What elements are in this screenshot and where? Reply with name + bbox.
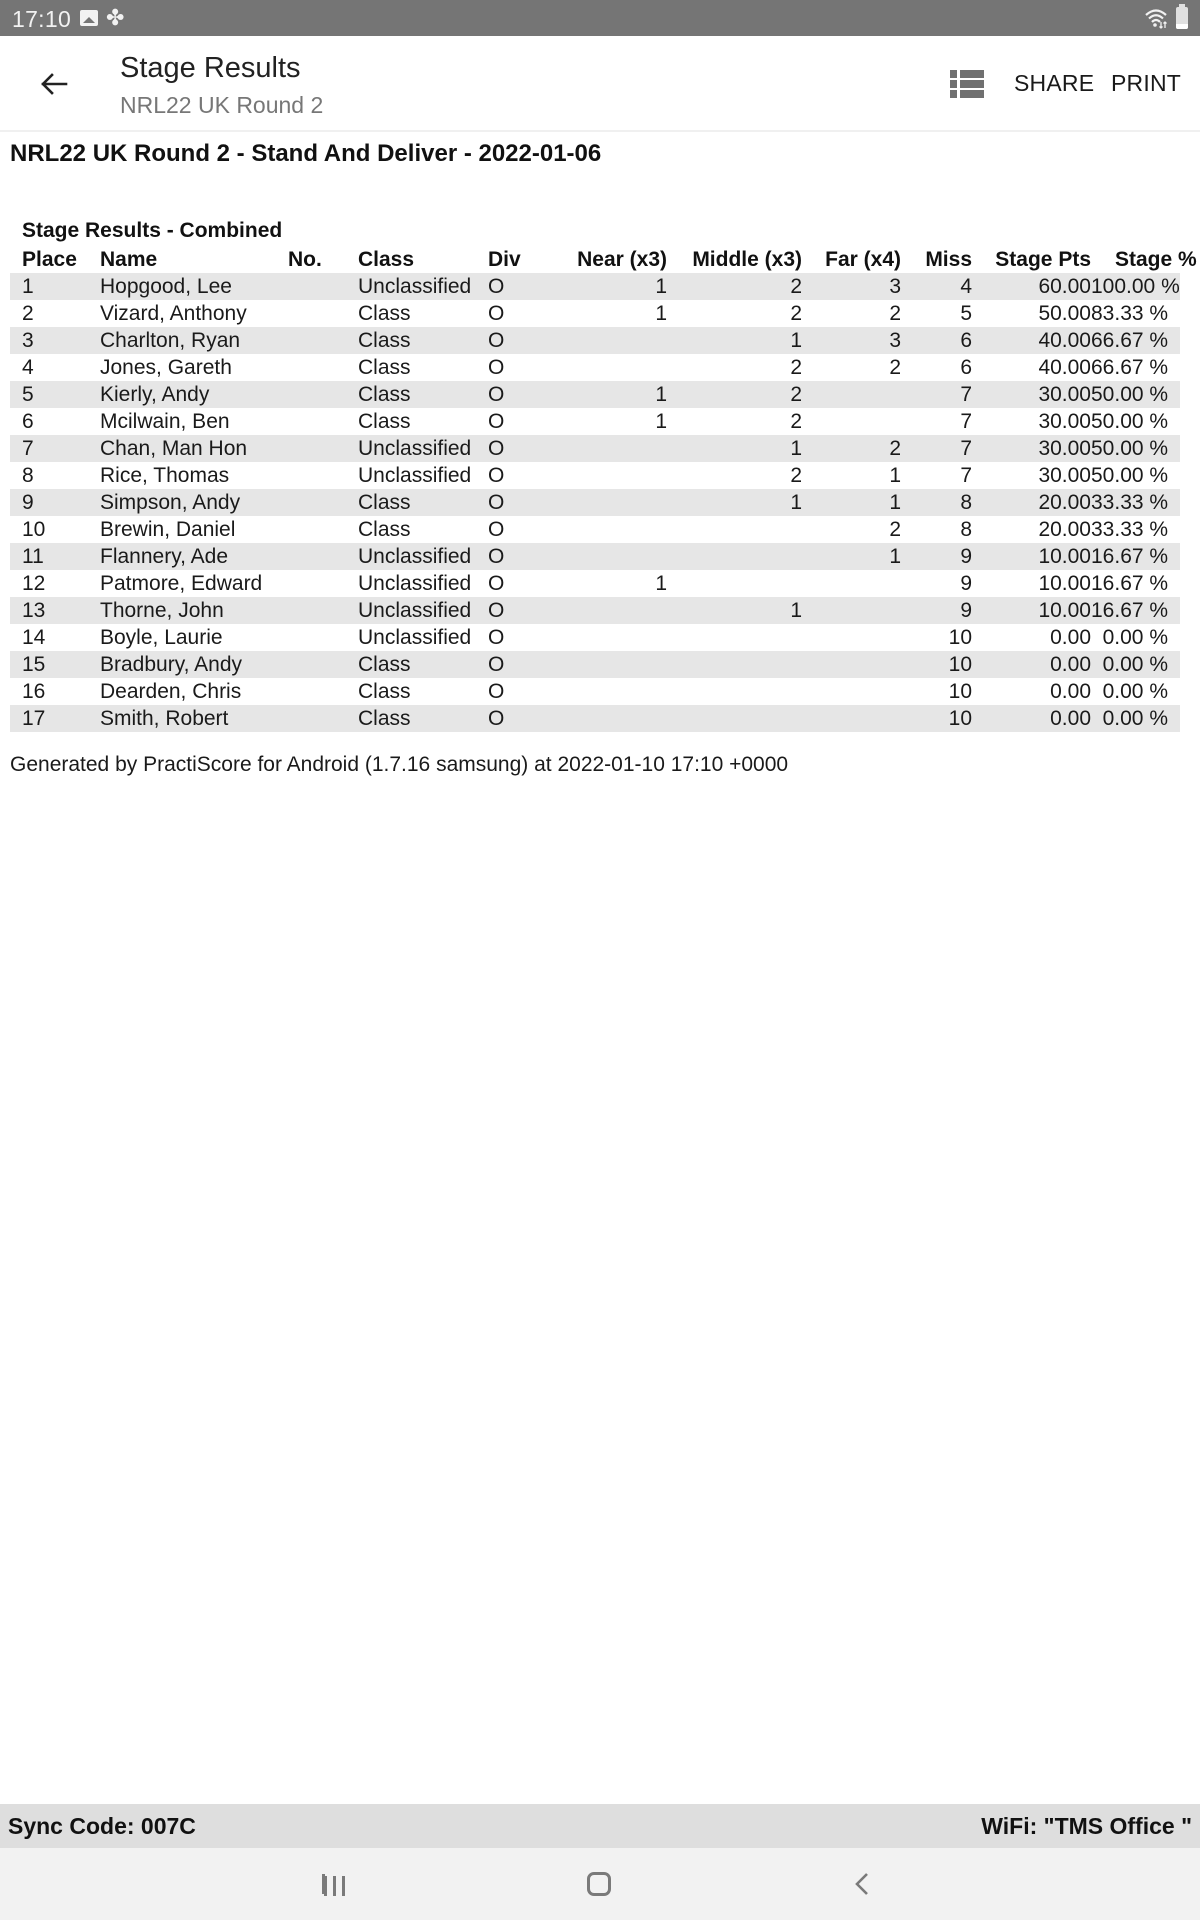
cell-stage-pct: 0.00 % (1091, 705, 1180, 732)
cell-near (533, 462, 667, 489)
status-bar (0, 0, 1200, 36)
cell-middle: 1 (667, 435, 802, 462)
table-row (10, 354, 1180, 381)
table-row (10, 516, 1180, 543)
cell-far: 3 (802, 327, 901, 354)
cell-class: Class (358, 410, 411, 433)
cell-name: Brewin, Daniel (100, 518, 236, 541)
cell-place: 17 (10, 705, 100, 732)
cell-div: O (488, 489, 533, 516)
cell-stage-pts: 30.00 (1038, 410, 1091, 433)
cell-place: 13 (10, 597, 100, 624)
cell-far: 1 (889, 464, 901, 487)
cell-far (802, 570, 901, 597)
generated-note: Generated by PractiScore for Android (1.7.16 samsung) at 2022-01-10 17:10 +0000 (10, 753, 789, 776)
cell-stage-pts: 50.00 (1038, 302, 1091, 325)
cell-miss: 9 (901, 597, 972, 624)
cell-div: O (488, 651, 533, 678)
cell-miss: 10 (948, 680, 972, 703)
cell-place: 7 (10, 435, 100, 462)
report-title: NRL22 UK Round 2 - Stand And Deliver - 2022-01-06 (10, 140, 602, 167)
cell-miss: 7 (901, 381, 972, 408)
system-back-button[interactable] (850, 1870, 874, 1898)
cell-name: Smith, Robert (100, 705, 288, 732)
wifi-icon (1144, 7, 1168, 29)
arrow-left-icon (40, 72, 68, 96)
cell-stage-pct: 33.33 % (1091, 489, 1180, 516)
cell-miss: 8 (901, 489, 972, 516)
cell-far: 2 (889, 356, 901, 379)
cell-near: 1 (533, 273, 667, 300)
cell-stage-pct: 16.67 % (1091, 572, 1169, 595)
cell-middle (667, 624, 802, 651)
table-header-row (10, 244, 1180, 273)
cell-middle (667, 678, 802, 705)
cell-near (533, 651, 667, 678)
cell-name: Charlton, Ryan (100, 327, 288, 354)
cell-near: 1 (655, 572, 667, 595)
column-header-near: Near (x3) (577, 248, 667, 271)
cell-middle: 2 (667, 273, 802, 300)
cell-middle (667, 543, 802, 570)
cell-number (288, 408, 346, 435)
cell-stage-pts: 40.00 (972, 327, 1091, 354)
cell-near (533, 354, 667, 381)
column-header-number: No. (288, 248, 322, 271)
cell-far: 1 (802, 489, 901, 516)
cell-miss: 10 (901, 651, 972, 678)
cell-miss: 9 (960, 572, 972, 595)
cell-near: 1 (533, 381, 667, 408)
cell-number (288, 381, 346, 408)
page-title: Stage Results (120, 52, 301, 84)
cell-miss: 6 (960, 356, 972, 379)
cell-class: Class (346, 705, 488, 732)
cell-stage-pct: 0.00 % (1091, 651, 1180, 678)
cell-place: 10 (22, 518, 46, 541)
cell-div: O (488, 705, 533, 732)
cell-name: Simpson, Andy (100, 489, 288, 516)
column-header-stage-pct: Stage % (1115, 248, 1197, 271)
cell-class: Unclassified (346, 273, 488, 300)
cell-stage-pct: 50.00 % (1091, 464, 1169, 487)
cell-class: Class (346, 381, 488, 408)
cell-number (288, 354, 346, 381)
cell-miss: 9 (901, 543, 972, 570)
cell-place: 3 (10, 327, 100, 354)
cell-class: Class (358, 680, 411, 703)
table-row (10, 651, 1180, 678)
cell-near (533, 705, 667, 732)
cell-stage-pts: 30.00 (1038, 464, 1091, 487)
cell-miss: 10 (901, 705, 972, 732)
cell-div: O (488, 273, 533, 300)
cell-number (288, 273, 346, 300)
share-button[interactable]: SHARE (1014, 70, 1095, 96)
cell-stage-pts: 30.00 (972, 381, 1091, 408)
cell-far: 3 (802, 273, 901, 300)
cell-far (802, 381, 901, 408)
cell-number (288, 570, 346, 597)
cell-stage-pts: 40.00 (1038, 356, 1091, 379)
table-row (10, 678, 1180, 705)
table-row (10, 570, 1180, 597)
cell-far (802, 408, 901, 435)
cell-number (288, 327, 346, 354)
cell-stage-pct: 50.00 % (1091, 410, 1169, 433)
table-row (10, 489, 1180, 516)
cell-miss: 7 (960, 464, 972, 487)
cell-middle (667, 516, 802, 543)
cell-stage-pts: 0.00 (972, 651, 1091, 678)
column-header-stage-pts: Stage Pts (995, 248, 1091, 271)
cell-far (802, 624, 901, 651)
cell-class: Unclassified (346, 543, 488, 570)
cell-miss: 8 (960, 518, 972, 541)
cell-middle: 2 (667, 381, 802, 408)
cell-near: 1 (655, 302, 667, 325)
cell-name: Kierly, Andy (100, 381, 288, 408)
cell-stage-pts: 10.00 (972, 597, 1091, 624)
cell-div: O (488, 464, 505, 487)
cell-div: O (488, 626, 505, 649)
cell-stage-pct: 16.67 % (1091, 543, 1180, 570)
cell-div: O (488, 381, 533, 408)
column-header-far: Far (x4) (825, 248, 901, 271)
cell-place: 4 (22, 356, 34, 379)
cell-name: Patmore, Edward (100, 572, 263, 595)
cell-div: O (488, 597, 533, 624)
cell-class: Class (346, 327, 488, 354)
section-title: Stage Results - Combined (22, 219, 283, 242)
cell-class: Class (346, 651, 488, 678)
cell-miss: 4 (901, 273, 972, 300)
cell-middle (667, 705, 802, 732)
column-header-miss: Miss (925, 248, 972, 271)
table-row (10, 543, 1180, 570)
print-button[interactable]: PRINT (1111, 70, 1181, 96)
cell-class: Class (358, 518, 411, 541)
cell-name: Thorne, John (100, 597, 288, 624)
cell-name: Dearden, Chris (100, 680, 242, 703)
cell-place: 9 (10, 489, 100, 516)
cell-stage-pts: 0.00 (1050, 626, 1091, 649)
cell-miss: 7 (901, 435, 972, 462)
cell-number (288, 435, 346, 462)
cell-middle: 1 (667, 597, 802, 624)
cell-stage-pts: 60.00 (972, 273, 1091, 300)
cell-middle: 1 (667, 489, 802, 516)
cell-middle: 2 (790, 302, 802, 325)
cell-middle (667, 651, 802, 678)
cell-div: O (488, 410, 505, 433)
cell-miss: 5 (960, 302, 972, 325)
cell-middle: 2 (790, 356, 802, 379)
cell-middle (667, 570, 802, 597)
cell-far (802, 705, 901, 732)
cell-class: Unclassified (358, 572, 472, 595)
column-header-class: Class (358, 248, 415, 271)
cell-far (802, 651, 901, 678)
table-row (10, 300, 1180, 327)
cell-div: O (488, 327, 533, 354)
cell-name: Boyle, Laurie (100, 626, 223, 649)
status-time: 17:10 (12, 6, 72, 32)
cell-near (533, 597, 667, 624)
cell-miss: 7 (960, 410, 972, 433)
cell-div: O (488, 302, 505, 325)
list-view-button[interactable] (946, 66, 986, 102)
cell-stage-pts: 0.00 (1050, 680, 1091, 703)
cell-number (288, 651, 346, 678)
cell-far (802, 678, 901, 705)
back-button[interactable] (30, 60, 78, 108)
cell-number (288, 462, 346, 489)
cell-stage-pts: 20.00 (1038, 518, 1091, 541)
cell-stage-pct: 50.00 % (1091, 381, 1180, 408)
cell-place: 8 (22, 464, 34, 487)
column-header-middle: Middle (x3) (692, 248, 802, 271)
gallery-icon (80, 10, 98, 26)
cell-name: Jones, Gareth (100, 356, 232, 379)
cell-middle: 2 (790, 464, 802, 487)
cell-name: Hopgood, Lee (100, 273, 288, 300)
cell-stage-pct: 66.67 % (1091, 356, 1169, 379)
column-header-place: Place (22, 248, 77, 271)
table-row (10, 408, 1180, 435)
column-header-name: Name (100, 248, 158, 271)
cell-stage-pct: 0.00 % (1102, 680, 1168, 703)
cell-stage-pct: 66.67 % (1091, 327, 1180, 354)
cell-near (533, 624, 667, 651)
cell-div: O (488, 356, 505, 379)
cell-div: O (488, 435, 533, 462)
recents-button[interactable] (322, 1872, 348, 1896)
table-row (10, 624, 1180, 651)
cell-class: Unclassified (358, 626, 472, 649)
cell-near (533, 489, 667, 516)
cell-near (533, 543, 667, 570)
cell-far (802, 597, 901, 624)
cell-class: Class (358, 356, 411, 379)
back-icon (850, 1870, 874, 1898)
system-nav-bar (0, 1848, 1200, 1920)
cell-div: O (488, 543, 533, 570)
cell-stage-pts: 20.00 (972, 489, 1091, 516)
cell-place: 16 (22, 680, 46, 703)
table-row (10, 462, 1180, 489)
cell-stage-pct: 83.33 % (1091, 302, 1169, 325)
cell-stage-pct: 100.00 % (1091, 275, 1180, 298)
cell-div: O (488, 518, 505, 541)
cell-name: Rice, Thomas (100, 464, 230, 487)
cell-place: 2 (22, 302, 34, 325)
cell-stage-pct: 33.33 % (1091, 518, 1169, 541)
table-row (10, 381, 1180, 408)
cell-number (288, 516, 346, 543)
cell-number (288, 705, 346, 732)
cell-number (288, 543, 346, 570)
cell-far: 1 (802, 543, 901, 570)
cell-name: Chan, Man Hon (100, 435, 288, 462)
page-subtitle: NRL22 UK Round 2 (120, 92, 324, 118)
table-row (10, 705, 1180, 732)
results-table (10, 244, 1197, 732)
column-header-div: Div (488, 248, 521, 271)
cell-near (533, 678, 667, 705)
cell-miss: 10 (948, 626, 972, 649)
cell-name: Flannery, Ade (100, 543, 288, 570)
cell-near (533, 435, 667, 462)
cell-number (288, 300, 346, 327)
sync-bar (0, 1804, 1200, 1848)
app-bar (0, 36, 1200, 132)
cell-place: 11 (10, 543, 100, 570)
cell-class: Class (346, 489, 488, 516)
cell-class: Unclassified (346, 597, 488, 624)
cell-near (533, 516, 667, 543)
cell-stage-pts: 30.00 (972, 435, 1091, 462)
cell-class: Unclassified (358, 464, 472, 487)
cell-stage-pct: 0.00 % (1102, 626, 1168, 649)
cell-place: 12 (22, 572, 46, 595)
battery-icon (1176, 7, 1188, 29)
cell-place: 5 (10, 381, 100, 408)
cell-near: 1 (655, 410, 667, 433)
cell-name: Bradbury, Andy (100, 651, 288, 678)
cell-place: 1 (10, 273, 100, 300)
cell-place: 6 (22, 410, 34, 433)
cell-middle: 2 (790, 410, 802, 433)
cell-div: O (488, 680, 505, 703)
cell-stage-pts: 10.00 (1038, 572, 1091, 595)
cell-near (533, 327, 667, 354)
cell-stage-pct: 50.00 % (1091, 435, 1180, 462)
cell-div: O (488, 572, 505, 595)
table-row (10, 273, 1180, 300)
cell-stage-pts: 10.00 (972, 543, 1091, 570)
table-row (10, 435, 1180, 462)
wifi-network: WiFi: "TMS Office " (981, 1813, 1192, 1839)
cell-number (288, 489, 346, 516)
cell-miss: 6 (901, 327, 972, 354)
cell-number (288, 597, 346, 624)
cell-far: 2 (889, 518, 901, 541)
home-button[interactable] (587, 1872, 611, 1896)
table-row (10, 597, 1180, 624)
recents-icon (322, 1874, 325, 1894)
cell-place: 14 (22, 626, 46, 649)
cell-place: 15 (10, 651, 100, 678)
cell-far: 2 (889, 302, 901, 325)
cell-stage-pct: 16.67 % (1091, 597, 1180, 624)
cell-class: Unclassified (346, 435, 488, 462)
pinwheel-icon: ✤ (106, 5, 125, 30)
cell-number (288, 678, 346, 705)
table-row (10, 327, 1180, 354)
cell-name: Mcilwain, Ben (100, 410, 230, 433)
cell-class: Class (358, 302, 411, 325)
cell-number (288, 624, 346, 651)
cell-stage-pts: 0.00 (972, 705, 1091, 732)
cell-far: 2 (802, 435, 901, 462)
sync-code: Sync Code: 007C (8, 1813, 196, 1839)
cell-middle: 1 (667, 327, 802, 354)
cell-name: Vizard, Anthony (100, 302, 247, 325)
